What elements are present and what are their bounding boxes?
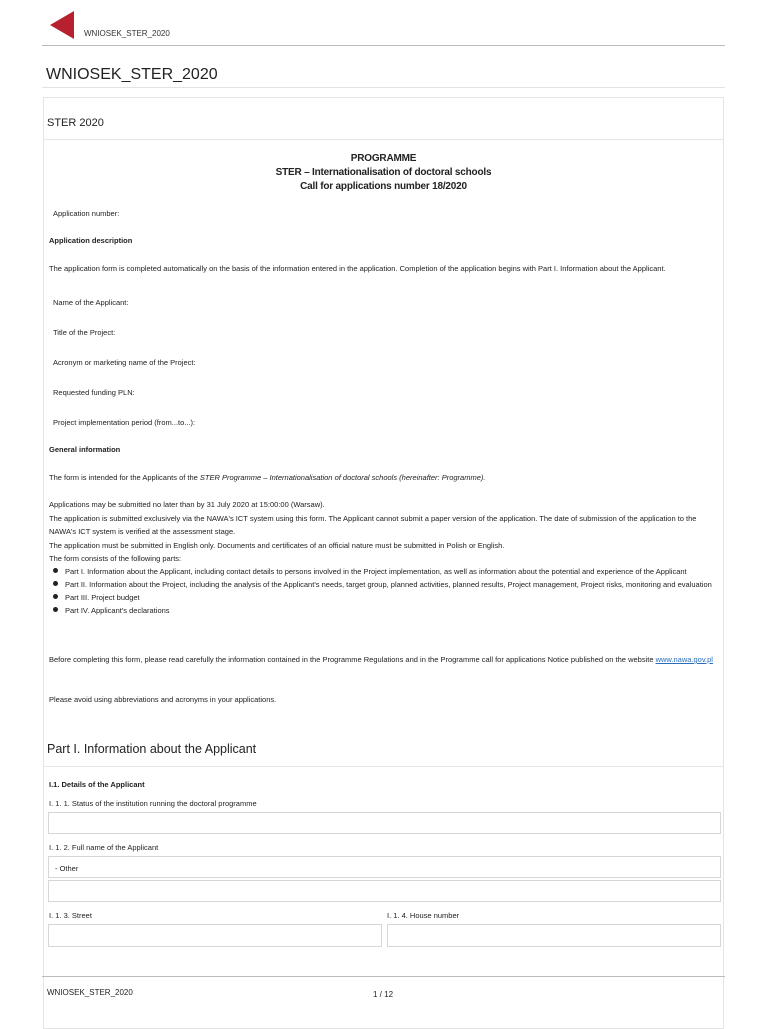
form-intended-text: The form is intended for the Applicants of the STER Programme – Internationalisation of doctoral schools (hereinafter: Programme). bbox=[49, 473, 486, 482]
call-number: Call for applications number 18/2020 bbox=[300, 181, 467, 192]
part-one-divider bbox=[44, 766, 723, 767]
nawa-website-link[interactable]: www.nawa.gov.pl bbox=[655, 655, 713, 664]
submission-deadline-text: Applications may be submitted no later than by 31 July 2020 at 15:00:00 (Warsaw). bbox=[49, 500, 325, 509]
section-title: STER 2020 bbox=[47, 117, 104, 129]
applicant-fullname-select[interactable]: - Other bbox=[48, 856, 721, 878]
submission-method-text: The application is submitted exclusively via the NAWA's ICT system using this form. The Applicant cannot submit a paper version of the application. The date of submission of the application to the NAWA's ICT system is verified at the assessment stage. bbox=[49, 514, 697, 536]
house-number-label: I. 1. 4. House number bbox=[387, 911, 460, 920]
application-description-heading: Application description bbox=[49, 236, 133, 245]
general-information-heading: General information bbox=[49, 445, 121, 454]
header-document-name: WNIOSEK_STER_2020 bbox=[84, 29, 170, 38]
street-label: I. 1. 3. Street bbox=[49, 911, 92, 920]
project-acronym-label: Acronym or marketing name of the Project: bbox=[53, 358, 196, 367]
project-title-label: Title of the Project: bbox=[53, 328, 116, 337]
section-divider bbox=[44, 139, 723, 140]
application-description-text: The application form is completed automatically on the basis of the information entered in the application. Completion of the application begins with Part I. Information about the Applicant. bbox=[49, 264, 666, 273]
footer-divider bbox=[42, 976, 725, 977]
page-number: 1 / 12 bbox=[373, 990, 394, 999]
application-number-label: Application number: bbox=[53, 209, 120, 218]
header-divider bbox=[42, 45, 725, 46]
avoid-abbreviations-text: Please avoid using abbreviations and acronyms in your applications. bbox=[49, 695, 277, 704]
house-number-field[interactable] bbox=[387, 924, 721, 947]
list-item: Part I. Information about the Applicant, including contact details to persons involved in the Project implementation, as well as information about the potential and experience of the Applicant bbox=[49, 565, 729, 578]
page-title: WNIOSEK_STER_2020 bbox=[46, 66, 218, 83]
footer-document-name: WNIOSEK_STER_2020 bbox=[47, 988, 133, 997]
list-item: Part III. Project budget bbox=[49, 591, 729, 604]
title-divider bbox=[42, 87, 725, 88]
applicant-details-heading: I.1. Details of the Applicant bbox=[49, 780, 145, 789]
institution-status-field[interactable] bbox=[48, 812, 721, 834]
list-item: Part IV. Applicant's declarations bbox=[49, 604, 729, 617]
applicant-name-label: Name of the Applicant: bbox=[53, 298, 129, 307]
implementation-period-label: Project implementation period (from...to...): bbox=[53, 418, 196, 427]
applicant-fullname-field[interactable] bbox=[48, 880, 721, 902]
list-item: Part II. Information about the Project, including the analysis of the Applicant's needs, target group, planned activities, planned results, Project management, Project risks, monitoring and evaluation bbox=[49, 578, 729, 591]
nawa-logo-icon bbox=[50, 11, 74, 39]
part-one-title: Part I. Information about the Applicant bbox=[47, 742, 257, 756]
language-requirement-text: The application must be submitted in English only. Documents and certificates of an official nature must be submitted in Polish or English. bbox=[49, 541, 505, 550]
form-parts-intro: The form consists of the following parts: bbox=[49, 554, 182, 563]
street-field[interactable] bbox=[48, 924, 382, 947]
before-completing-text: Before completing this form, please read carefully the information contained in the Programme Regulations and in the Programme call for applications Notice published on the website www.nawa.gov.pl bbox=[49, 655, 713, 664]
requested-funding-label: Requested funding PLN: bbox=[53, 388, 135, 397]
programme-name: STER – Internationalisation of doctoral schools bbox=[275, 167, 492, 178]
form-parts-list bbox=[49, 565, 729, 617]
applicant-fullname-label: I. 1. 2. Full name of the Applicant bbox=[49, 843, 159, 852]
institution-status-label: I. 1. 1. Status of the institution running the doctoral programme bbox=[49, 799, 257, 808]
programme-label: PROGRAMME bbox=[350, 153, 417, 164]
programme-italic-name: STER Programme – Internationalisation of doctoral schools (hereinafter: Programme). bbox=[199, 473, 486, 482]
